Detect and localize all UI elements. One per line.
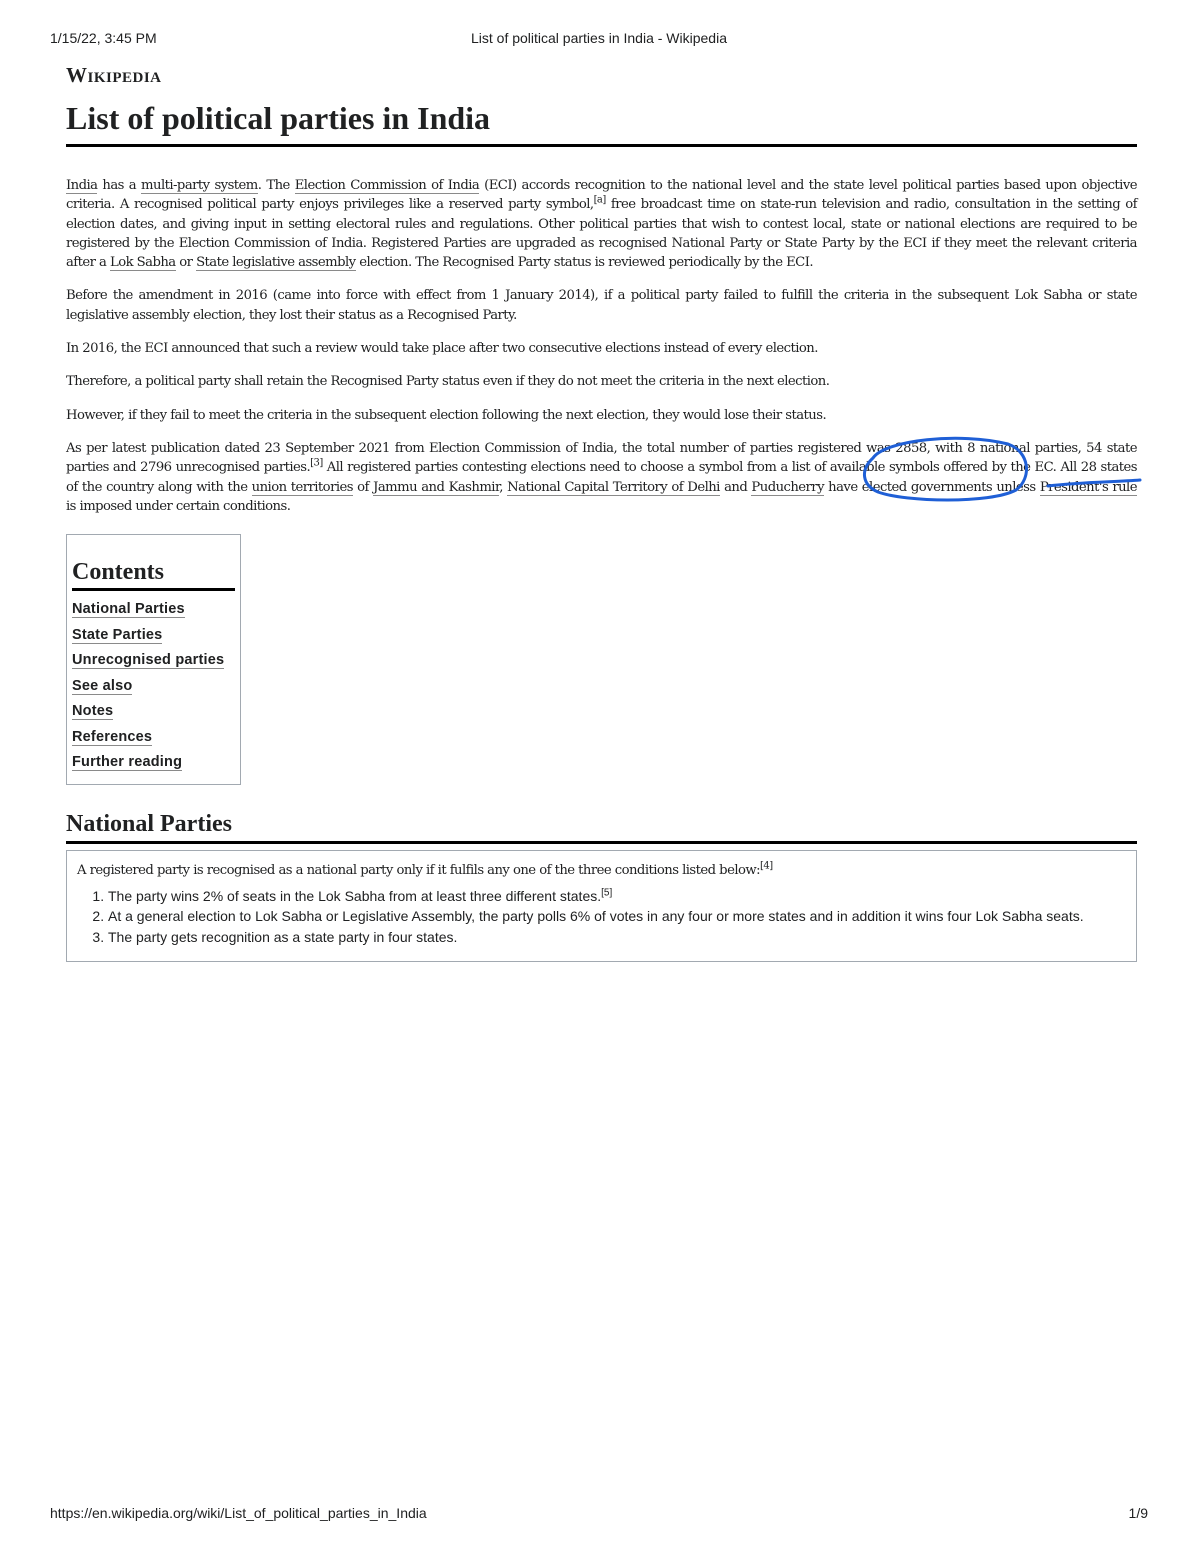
toc-item-further-reading[interactable]: Further reading	[72, 754, 183, 771]
page-title: List of political parties in India	[66, 98, 1137, 147]
article	[66, 62, 1137, 962]
wikipedia-wordmark[interactable]: Wikipedia	[66, 63, 162, 87]
footnote-ref-3[interactable]: [3]	[310, 457, 323, 469]
toc-item-unrecognised-parties[interactable]: Unrecognised parties	[72, 652, 225, 669]
toc-item-notes[interactable]: Notes	[72, 703, 114, 720]
print-datetime: 1/15/22, 3:45 PM	[50, 30, 157, 46]
link-election-commission[interactable]: Election Commission of India	[294, 178, 480, 193]
toc-list	[72, 597, 235, 776]
link-jammu-and-kashmir[interactable]: Jammu and Kashmir	[373, 479, 500, 495]
criteria-list	[77, 888, 1126, 946]
link-puducherry[interactable]: Puducherry	[751, 479, 824, 495]
print-url: https://en.wikipedia.org/wiki/List_of_political_parties_in_India	[50, 1505, 427, 1521]
print-page-title: List of political parties in India - Wikipedia	[470, 30, 727, 46]
link-union-territories[interactable]: union territories	[251, 479, 353, 495]
national-party-criteria-box	[66, 850, 1137, 963]
criteria-item: 3. The party gets recognition as a state party in four states.	[108, 929, 1126, 946]
intro-paragraph-3: In 2016, the ECI announced that such a review would take place after two consecutive elections instead of every election.	[66, 341, 818, 357]
footnote-ref-5[interactable]: [5]	[601, 887, 613, 898]
intro-paragraph-1: India has a multi-party system. The Election Commission of India (ECI) accords recognition to the national level and the state level political parties based upon objective criteria. A recognised political party enjoys privileges like a reserved party symbol,[a] free broadcast time on state-run television and radio, consultation in the setting of election dates, and giving input in setting electoral rules and regulations. Other political parties that wish to contest local, state or national elections are required to be registered by the Election Commission of India. Registered Parties are upgraded as recognised National Party or State Party by the ECI if they meet the relevant criteria after a Lok Sabha or State legislative assembly election. The Recognised Party status is reviewed periodically by the ECI.	[66, 178, 1137, 271]
intro-paragraph-4: Therefore, a political party shall retain the Recognised Party status even if they do not meet the criteria in the next election.	[66, 374, 830, 390]
footnote-ref-4[interactable]: [4]	[760, 860, 773, 872]
toc-title: Contents	[72, 557, 235, 591]
print-footer	[50, 1505, 1148, 1525]
link-delhi[interactable]: National Capital Territory of Delhi	[507, 479, 720, 495]
toc-item-national-parties[interactable]: National Parties	[72, 601, 185, 618]
criteria-intro: A registered party is recognised as a national party only if it fulfils any one of the three conditions listed below:[4]	[77, 860, 773, 878]
intro-paragraph-6: As per latest publication dated 23 September 2021 from Election Commission of India, the total number of parties registered was 2858, with 8 national parties, 54 state parties and 2796 unrecognised parties.[3] All registered parties contesting elections need to choose a symbol from a list of available symbols offered by the EC. All 28 states of the country along with the union territories of Jammu and Kashmir, National Capital Territory of Delhi and Puducherry have elected governments unless President's rule is imposed under certain conditions.	[66, 440, 1138, 514]
criteria-item: 2. At a general election to Lok Sabha or Legislative Assembly, the party polls 6% of votes in any four or more states and in addition it wins four Lok Sabha seats.	[108, 908, 1126, 925]
link-presidents-rule[interactable]: President's rule	[1039, 479, 1137, 495]
table-of-contents	[66, 534, 241, 785]
link-state-legislative-assembly[interactable]: State legislative assembly	[196, 255, 356, 271]
print-page-number: 1/9	[1128, 1505, 1148, 1521]
link-lok-sabha[interactable]: Lok Sabha	[110, 255, 176, 271]
intro-paragraph-2: Before the amendment in 2016 (came into force with effect from 1 January 2014), if a political party failed to fulfill the criteria in the subsequent Lok Sabha or state legislative assembly election, they lost their status as a Recognised Party.	[66, 288, 1137, 323]
footnote-ref-a[interactable]: [a]	[593, 194, 606, 206]
toc-item-see-also[interactable]: See also	[72, 677, 133, 694]
print-header	[50, 30, 1148, 50]
intro-paragraph-5: However, if they fail to meet the criteria in the subsequent election following the next election, they would lose their status.	[66, 407, 827, 423]
toc-item-state-parties[interactable]: State Parties	[72, 626, 163, 643]
toc-item-references[interactable]: References	[72, 728, 153, 745]
link-india[interactable]: India	[66, 178, 98, 193]
article-body	[66, 176, 1137, 516]
section-heading-national-parties: National Parties	[66, 809, 1137, 844]
criteria-item: 1. The party wins 2% of seats in the Lok Sabha from at least three different states.[5]	[108, 888, 1126, 905]
link-multi-party-system[interactable]: multi-party system	[141, 178, 258, 193]
